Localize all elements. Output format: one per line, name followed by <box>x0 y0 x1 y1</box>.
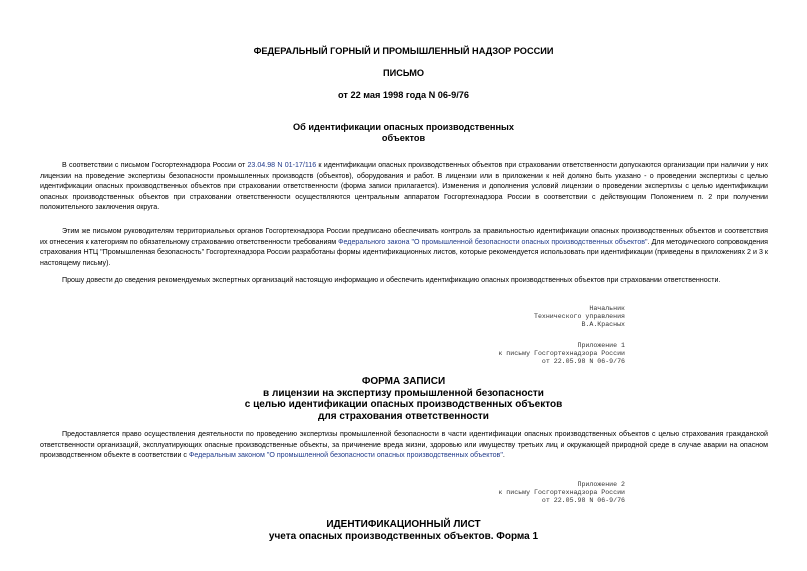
paragraph-2 <box>40 226 768 268</box>
doc-type: ПИСЬМО <box>382 68 425 78</box>
paragraph-2-text-b: . Для методического сопровождения страхования НТЦ "Промышленная безопасность" Госгортехнадзора России разработаны формы идентификационных листов, которые рекомендуется использовать при идентификации (приведены в приложениях 2 и 3 к настоящему письму). <box>40 237 769 267</box>
signature-line-3: В.А.Красных <box>581 321 625 329</box>
federal-law-link-2[interactable]: Федеральным законом "О промышленной безопасности опасных производственных объектов" <box>188 451 503 460</box>
form-record-line-2: в лицензии на экспертизу промышленной безопасности <box>263 387 544 399</box>
appendix-2-line-1: Приложение 2 <box>577 481 625 488</box>
paragraph-3: Прошу довести до сведения рекомендуемых экспертных организаций настоящую информацию и обеспечить идентификацию опасных производственных объектов при страховании ответственности. <box>62 276 721 284</box>
form-record-line-1: ФОРМА ЗАПИСИ <box>361 376 446 387</box>
appendix-2-line-2: к письму Госгортехнадзора России <box>498 489 625 497</box>
subject-line-2: объектов <box>381 133 426 143</box>
subject-line-1: Об идентификации опасных производственных <box>292 122 514 132</box>
ident-sheet-line-2: учета опасных производственных объектов. Форма 1 <box>268 530 539 542</box>
paragraph-1-text-b: к идентификации опасных производственных объектов при страховании ответственности допускаются организации при наличии у них лицензии на проведение экспертизы безопасности промышленных производств (объектов), оборудования и работ. В лицензии или в приложении к ней должно быть указано - о проведении экспертизы с целью идентификации опасных производственных объектов при страховании ответственности (форма записи прилагается). Изменения и дополнения условий лицензии о проведении экспертизы с целью идентификации опасных производственных объектов при страховании ответственности осуществляются центральным аппаратом Госгортехнадзора России в соответствии с действующим Положением п. 2 при получении положительного заключения округа. <box>40 161 768 212</box>
subject-heading <box>0 122 807 144</box>
appendix-2-note <box>490 481 625 506</box>
paragraph-1 <box>40 160 768 213</box>
signature-block <box>530 305 625 330</box>
paragraph-1-text-a: В соответствии с письмом Госгортехнадзора России от <box>62 161 248 169</box>
paragraph-4-text-b: . <box>502 451 505 460</box>
federal-law-link[interactable]: Федерального закона "О промышленной безопасности опасных производственных объектов" <box>338 237 648 246</box>
signature-line-2: Технического управления <box>533 313 625 321</box>
paragraph-2-text-a: Этим же письмом руководителям территориальных органов Госгортехнадзора России предписано обеспечивать контроль за правильностью идентификации опасных производственных объектов и соответствия их отнесения к категориям по обязательному страхованию ответственности требованиям <box>40 227 768 246</box>
ident-sheet-heading <box>0 519 807 542</box>
appendix-2-line-3: от 22.05.98 N 06-9/76 <box>541 497 625 505</box>
appendix-1-note <box>490 342 625 367</box>
form-record-line-3: с целью идентификации опасных производственных объектов <box>244 399 563 410</box>
agency-title: ФЕДЕРАЛЬНЫЙ ГОРНЫЙ И ПРОМЫШЛЕННЫЙ НАДЗОР РОССИИ <box>253 46 554 56</box>
form-record-line-4: для страхования ответственности <box>318 410 489 422</box>
ident-sheet-line-1: ИДЕНТИФИКАЦИОННЫЙ ЛИСТ <box>326 519 481 530</box>
appendix-1-line-1: Приложение 1 <box>577 342 625 349</box>
letter-link[interactable]: 23.04.98 N 01-17/116 <box>247 161 317 169</box>
signature-line-1: Начальник <box>589 305 625 312</box>
doc-date-number: от 22 мая 1998 года N 06-9/76 <box>338 90 469 100</box>
paragraph-4 <box>40 429 768 461</box>
appendix-1-line-2: к письму Госгортехнадзора России <box>498 350 625 358</box>
appendix-1-line-3: от 22.05.98 N 06-9/76 <box>541 358 625 366</box>
paragraph-4-text-a: Предоставляется право осуществления деятельности по проведению экспертизы промышленной безопасности в части идентификации опасных производственных объектов с целью страхования гражданской ответственности организаций, эксплуатирующих опасные производственные объекты, за причинение вреда жизни, здоровью или имуществу третьих лиц и окружающей природной среде в случае аварии на опасном производственном объекте в соответствии с <box>40 430 768 460</box>
form-record-heading <box>0 376 807 422</box>
